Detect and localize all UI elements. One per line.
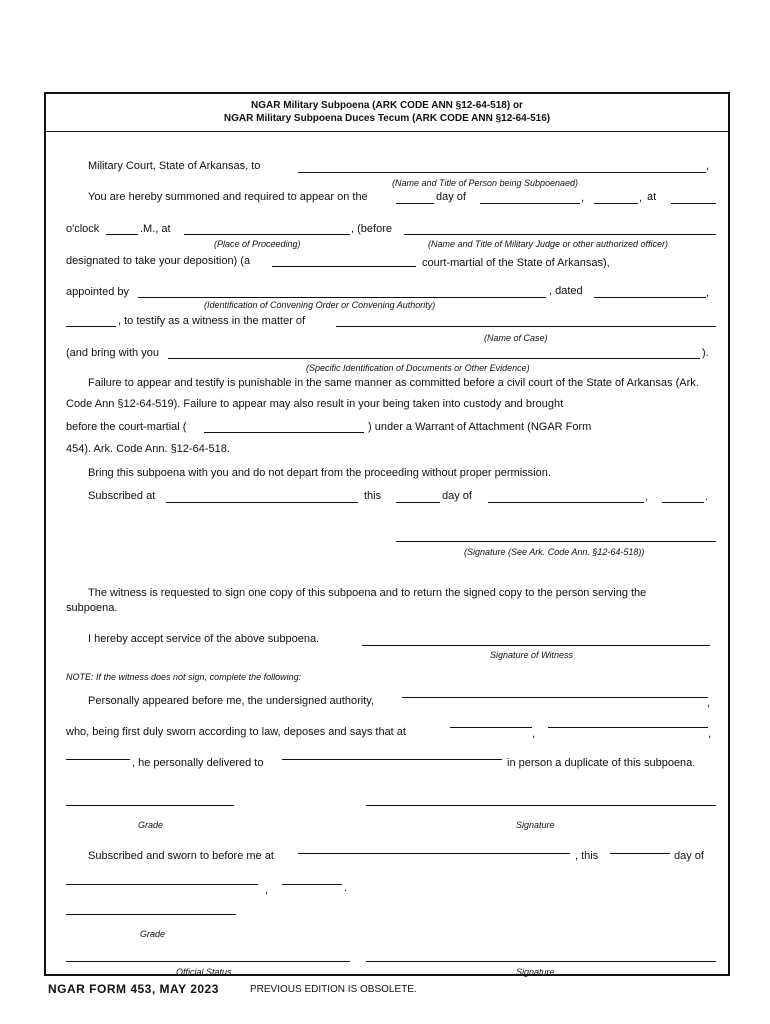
header-title-line2: NGAR Military Subpoena Duces Tecum (ARK CODE ANN §12-64-516) <box>223 113 551 124</box>
duplicate-text: in person a duplicate of this subpoena. <box>507 757 696 769</box>
oclock-label: o'clock <box>66 223 100 235</box>
signature-label-2: Signature <box>516 967 555 977</box>
dated-year-field[interactable] <box>66 326 116 327</box>
bring-subpoena-text: Bring this subpoena with you and do not depart from the proceeding without proper permission. <box>88 467 551 479</box>
this-label-2: , this <box>575 850 599 862</box>
sworn-before-year-field[interactable] <box>282 884 342 885</box>
dated-field[interactable] <box>594 297 706 298</box>
comma: , <box>708 728 712 740</box>
comma: , <box>581 192 585 204</box>
authority-field[interactable] <box>402 697 708 698</box>
grade-field-2[interactable] <box>66 914 236 915</box>
judge-hint: (Name and Title of Military Judge or other authorized officer) <box>428 239 669 249</box>
signature-field-2[interactable] <box>366 961 716 962</box>
convening-authority-field[interactable] <box>138 297 546 298</box>
name-hint: (Name and Title of Person being Subpoenaed) <box>392 178 579 188</box>
before-label: , (before <box>351 223 392 235</box>
comma: , <box>639 192 643 204</box>
appear-time-field[interactable] <box>671 203 716 204</box>
delivered-date-field[interactable] <box>66 759 130 760</box>
court-comma: , <box>706 160 710 172</box>
comma: , <box>645 491 649 503</box>
accept-text: I hereby accept service of the above subpoena. <box>88 633 320 645</box>
court-martial-field[interactable] <box>204 432 364 433</box>
warrant-text: ) under a Warrant of Attachment (NGAR Form <box>368 421 592 433</box>
this-label: this <box>364 490 382 502</box>
am-pm-field[interactable] <box>106 234 138 235</box>
sworn-time-field[interactable] <box>450 727 532 728</box>
header-title-line1: NGAR Military Subpoena (ARK CODE ANN §12-64-518) or <box>251 100 523 111</box>
day-of-label-2: day of <box>442 490 472 502</box>
bring-label: (and bring with you <box>66 347 159 359</box>
comma: , <box>707 697 711 709</box>
sworn-before-day-field[interactable] <box>610 853 670 854</box>
witness-request-1: The witness is requested to sign one copy of this subpoena and to return the signed copy to the person serving the <box>88 587 647 599</box>
failure-text-1: Failure to appear and testify is punishable in the same manner as committed before a civil court of the State of Arkansas (Ark. <box>88 377 699 389</box>
witness-signature-hint: Signature of Witness <box>490 650 573 660</box>
appear-year-field[interactable] <box>594 203 638 204</box>
case-name-field[interactable] <box>336 326 716 327</box>
witness-signature-field[interactable] <box>362 645 710 646</box>
period: . <box>705 491 709 503</box>
before-court-text: before the court-martial ( <box>66 421 187 433</box>
judge-field[interactable] <box>404 234 716 235</box>
signature-label-1: Signature <box>516 820 555 830</box>
period: . <box>344 882 348 894</box>
dated-comma: , <box>706 287 710 299</box>
subpoenaed-person-field[interactable] <box>298 172 706 173</box>
grade-field-1[interactable] <box>66 805 234 806</box>
signature-field[interactable] <box>396 541 716 542</box>
subscribed-month-field[interactable] <box>488 502 644 503</box>
court-martial-type-field[interactable] <box>272 266 416 267</box>
note-text: NOTE: If the witness does not sign, complete the following: <box>66 672 302 682</box>
deposition-text: designated to take your deposition) (a <box>66 255 251 267</box>
delivered-text: , he personally delivered to <box>132 757 264 769</box>
official-status-field[interactable] <box>66 961 350 962</box>
comma: , <box>532 728 536 740</box>
m-at-label: .M., at <box>140 223 171 235</box>
signature-field-1[interactable] <box>366 805 716 806</box>
appointed-label: appointed by <box>66 286 129 298</box>
sworn-before-text: Subscribed and sworn to before me at <box>88 850 274 862</box>
documents-hint: (Specific Identification of Documents or Other Evidence) <box>306 363 530 373</box>
at-label: at <box>647 191 657 203</box>
day-of-label-3: day of <box>674 850 704 862</box>
form-header <box>46 94 728 132</box>
subscribed-day-field[interactable] <box>396 502 440 503</box>
convening-hint: (Identification of Convening Order or Convening Authority) <box>204 300 436 310</box>
subscribed-place-field[interactable] <box>166 502 358 503</box>
bring-end: ). <box>702 347 709 359</box>
appear-month-field[interactable] <box>480 203 580 204</box>
grade-label-2: Grade <box>140 929 166 939</box>
summoned-text: You are hereby summoned and required to appear on the <box>88 191 368 203</box>
place-field[interactable] <box>184 234 350 235</box>
witness-request-2: subpoena. <box>66 602 118 614</box>
appear-day-field[interactable] <box>396 203 434 204</box>
court-martial-text: court-martial of the State of Arkansas), <box>422 257 610 269</box>
subscribed-at-label: Subscribed at <box>88 490 156 502</box>
failure-text-2: Code Ann §12-64-519). Failure to appear may also result in your being taken into custody and brought <box>66 398 564 410</box>
form454-text: 454). Ark. Code Ann. §12-64-518. <box>66 443 230 455</box>
testify-text: , to testify as a witness in the matter of <box>118 315 306 327</box>
sworn-place-field[interactable] <box>548 727 708 728</box>
sworn-before-month-field[interactable] <box>66 884 258 885</box>
sworn-before-place-field[interactable] <box>298 853 570 854</box>
personally-text: Personally appeared before me, the undersigned authority, <box>88 695 374 707</box>
delivered-to-field[interactable] <box>282 759 502 760</box>
comma: , <box>265 884 269 896</box>
court-label: Military Court, State of Arkansas, to <box>88 160 261 172</box>
official-status-label: Official Status <box>176 967 232 977</box>
sworn-text: who, being first duly sworn according to law, deposes and says that at <box>66 726 406 738</box>
edition-note: PREVIOUS EDITION IS OBSOLETE. <box>250 984 417 995</box>
grade-label-1: Grade <box>138 820 164 830</box>
place-hint: (Place of Proceeding) <box>214 239 301 249</box>
day-of-label: day of <box>436 191 466 203</box>
subscribed-year-field[interactable] <box>662 502 704 503</box>
signature-hint: (Signature (See Ark. Code Ann. §12-64-518)) <box>464 547 645 557</box>
form-identifier: NGAR FORM 453, MAY 2023 <box>48 982 219 996</box>
documents-field[interactable] <box>168 358 700 359</box>
case-hint: (Name of Case) <box>484 333 548 343</box>
dated-label: , dated <box>549 285 583 297</box>
